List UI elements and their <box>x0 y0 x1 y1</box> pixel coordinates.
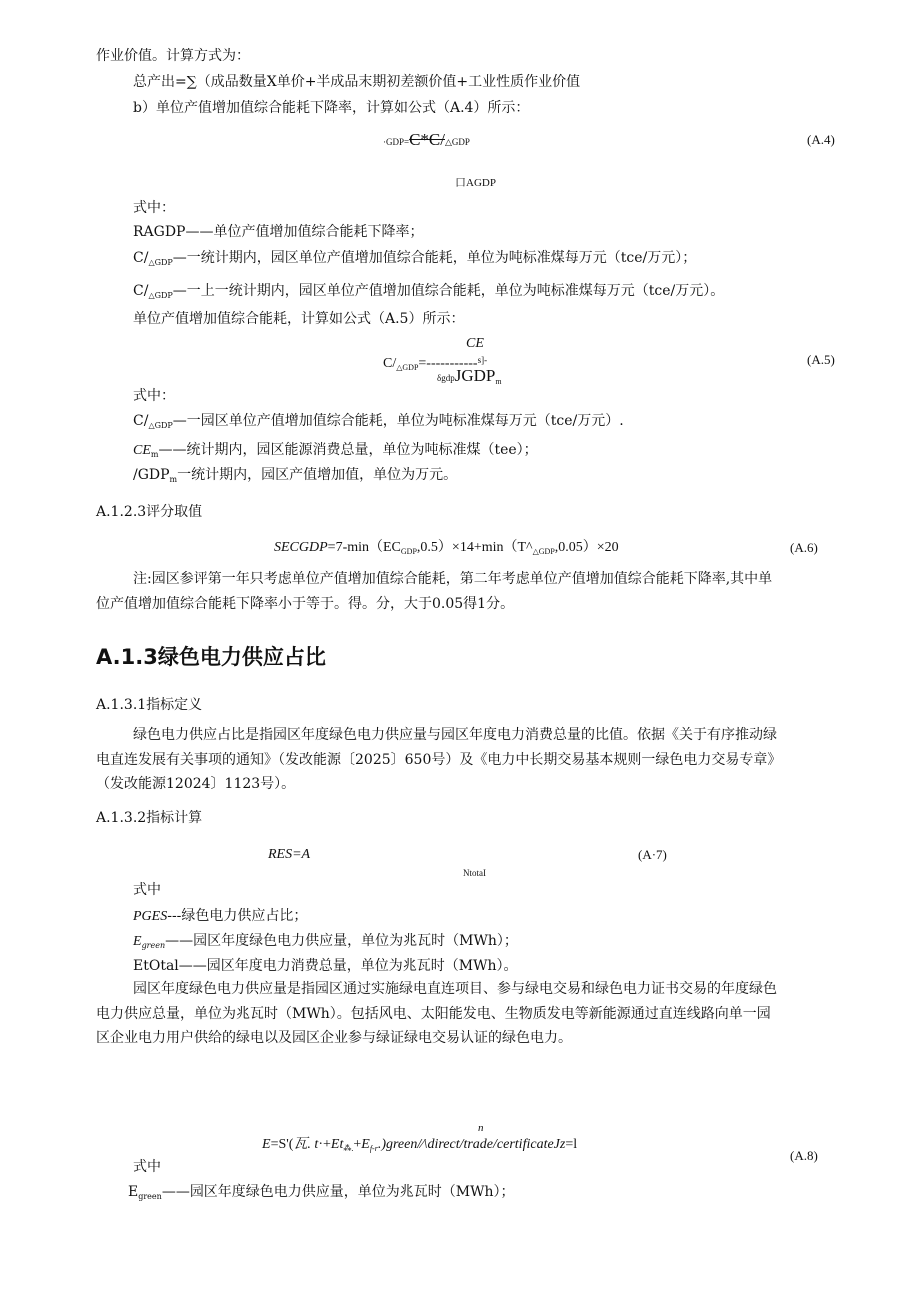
eq-part: C*C/ <box>409 130 445 149</box>
symbol: /GDP <box>133 467 170 483</box>
text-line: （发改能源12024〕1123号）。 <box>96 776 296 792</box>
equation-number: (A.4) <box>807 132 835 147</box>
eq-part: s]- <box>477 355 488 365</box>
eq-part: RES <box>268 847 293 862</box>
text-line <box>133 465 457 490</box>
text-line <box>133 248 696 273</box>
eq-part: =7-min（EC <box>327 540 401 555</box>
eq-part: Et <box>330 1137 344 1152</box>
symbol: CE <box>133 443 151 458</box>
symbol: C/ <box>133 413 149 429</box>
eq-part: E <box>262 1137 271 1152</box>
eq-part: ·+ <box>318 1137 331 1152</box>
text-line: RAGDP——单位产值增加值综合能耗下降率； <box>133 224 424 240</box>
definition: —一上一统计期内，园区单位产值增加值综合能耗，单位为吨标准煤每万元（tce/万元）。 <box>172 283 725 299</box>
eq-part: E <box>361 1137 370 1152</box>
equation-a8 <box>262 1135 577 1159</box>
symbol: C/ <box>133 283 149 299</box>
eq-part: GDP <box>400 547 417 556</box>
definition: —一统计期内，园区单位产值增加值综合能耗，单位为吨标准煤每万元（tce/万元）； <box>172 250 697 266</box>
text-line <box>133 906 307 927</box>
definition: 一统计期内，园区产值增加值，单位为万元。 <box>177 467 458 483</box>
eq-part: △GDP <box>532 547 555 556</box>
text-line: 绿色电力供应占比是指园区年度绿色电力供应量与园区年度电力消费总量的比值。依据《关于有序推动绿 <box>133 727 777 743</box>
eq-part: + <box>353 1137 362 1152</box>
text-line: EtOtal——园区年度电力消费总量，单位为兆瓦时（MWh）。 <box>133 958 518 974</box>
text-line: 注:园区参评第一年只考虑单位产值增加值综合能耗，第二年考虑单位产值增加值综合能耗下降率,其中单 <box>133 571 773 587</box>
equation-a6 <box>274 538 619 562</box>
symbol-subscript: green <box>138 1192 162 1201</box>
symbol: PGES <box>133 909 168 924</box>
eq-part: JGDP <box>454 366 496 385</box>
text-line: 式中： <box>133 388 175 404</box>
section-subheading: A.1.2.3评分取值 <box>96 504 203 520</box>
eq-part: △GDP <box>396 363 419 372</box>
text-line: 电直连发展有关事项的通知》（发改能源〔2025〕650号）及《电力中长期交易基本规则一绿色电力交易专章》 <box>96 752 782 768</box>
equation-a4-denominator: 口AGDP <box>455 177 496 189</box>
section-subheading: A.1.3.2指标计算 <box>96 810 203 826</box>
eq-part: f-r <box>369 1144 378 1153</box>
eq-part: ⁂. <box>343 1144 354 1153</box>
definition: ——园区年度绿色电力供应量，单位为兆瓦时（MWh）； <box>161 1184 515 1200</box>
section-heading: A.1.3绿色电力供应占比 <box>96 645 326 669</box>
symbol-subscript: m <box>150 450 159 459</box>
symbol: E <box>128 1184 139 1200</box>
equation-a7 <box>268 845 310 865</box>
symbol-subscript: m <box>169 475 178 484</box>
text-line: 式中 <box>133 882 161 898</box>
eq-part: SECGDP <box>274 540 328 555</box>
symbol-subscript: △GDP <box>148 421 173 430</box>
text-line <box>133 440 538 465</box>
eq-part: Jz <box>553 1137 566 1152</box>
definition: ——园区年度绿色电力供应量，单位为兆瓦时（MWh）； <box>165 933 518 949</box>
text-line <box>133 931 518 956</box>
definition: —一园区单位产值增加值综合能耗，单位为吨标准煤每万元（tce/万元）. <box>172 413 624 429</box>
eq-part: △GDP <box>444 137 470 147</box>
eq-part: δgdp <box>437 373 455 383</box>
equation-a5-denominator <box>437 366 502 392</box>
eq-part: .)green/⁄\direct/trade/certificate <box>377 1137 554 1152</box>
eq-part: ,0.5）×14+min（T^ <box>416 540 533 555</box>
equation-a4 <box>383 130 470 152</box>
eq-part: C/ <box>383 356 397 371</box>
symbol-subscript: green <box>141 941 166 950</box>
eq-part: =----------- <box>418 356 478 371</box>
text-line <box>133 281 724 306</box>
equation-number: (A·7) <box>638 847 667 862</box>
definition: ---绿色电力供应占比； <box>167 908 308 924</box>
symbol: C/ <box>133 250 149 266</box>
text-line: 园区年度绿色电力供应量是指园区通过实施绿电直连项目、参与绿电交易和绿色电力证书交易的年度绿色 <box>133 981 777 997</box>
section-subheading: A.1.3.1指标定义 <box>96 697 203 713</box>
text-line: 式中 <box>133 1159 161 1175</box>
text-line <box>133 411 624 436</box>
equation-a5-numerator: CE <box>466 336 484 351</box>
equation-a8-superscript: n <box>478 1122 484 1134</box>
text-line: 位产值增加值综合能耗下降率小于等于。得。分，大于0.05得1分。 <box>96 596 515 612</box>
eq-part: ,0.05）×20 <box>554 540 619 555</box>
text-line: 单位产值增加值综合能耗，计算如公式（A.5）所示： <box>133 311 465 327</box>
text-line <box>128 1182 515 1207</box>
eq-part: =S'( <box>270 1137 294 1152</box>
text-line: 作业价值。计算方式为： <box>96 48 250 64</box>
definition: ——统计期内，园区能源消费总量，单位为吨标准煤（tee）； <box>158 442 538 458</box>
equation-number: (A.8) <box>790 1148 818 1163</box>
text-line: 区企业电力用户供给的绿电以及园区企业参与绿证绿电交易认证的绿色电力。 <box>96 1030 572 1046</box>
text-line: 总产出=∑（成品数量X单价+半成品末期初差额价值+工业性质作业价值 <box>133 74 581 90</box>
equation-a7-denominator: NtotaI <box>463 868 486 878</box>
symbol-subscript: △GDP <box>148 258 173 267</box>
text-line: 电力供应总量，单位为兆瓦时（MWh）。包括风电、太阳能发电、生物质发电等新能源通过直连线路向单一园 <box>96 1006 771 1022</box>
eq-part: m <box>495 377 502 386</box>
equation-number: (A.6) <box>790 540 818 555</box>
symbol: E <box>133 934 142 949</box>
eq-part: ·GDP= <box>383 137 410 147</box>
equation-number: (A.5) <box>807 352 835 367</box>
text-line: 式中： <box>133 200 175 216</box>
eq-part: =l <box>565 1137 578 1152</box>
eq-part: =A <box>292 847 311 862</box>
text-line: b）单位产值增加值综合能耗下降率，计算如公式（A.4）所示： <box>133 100 530 116</box>
symbol-subscript: △GDP <box>148 291 173 300</box>
eq-part: 瓦. t <box>293 1137 319 1152</box>
